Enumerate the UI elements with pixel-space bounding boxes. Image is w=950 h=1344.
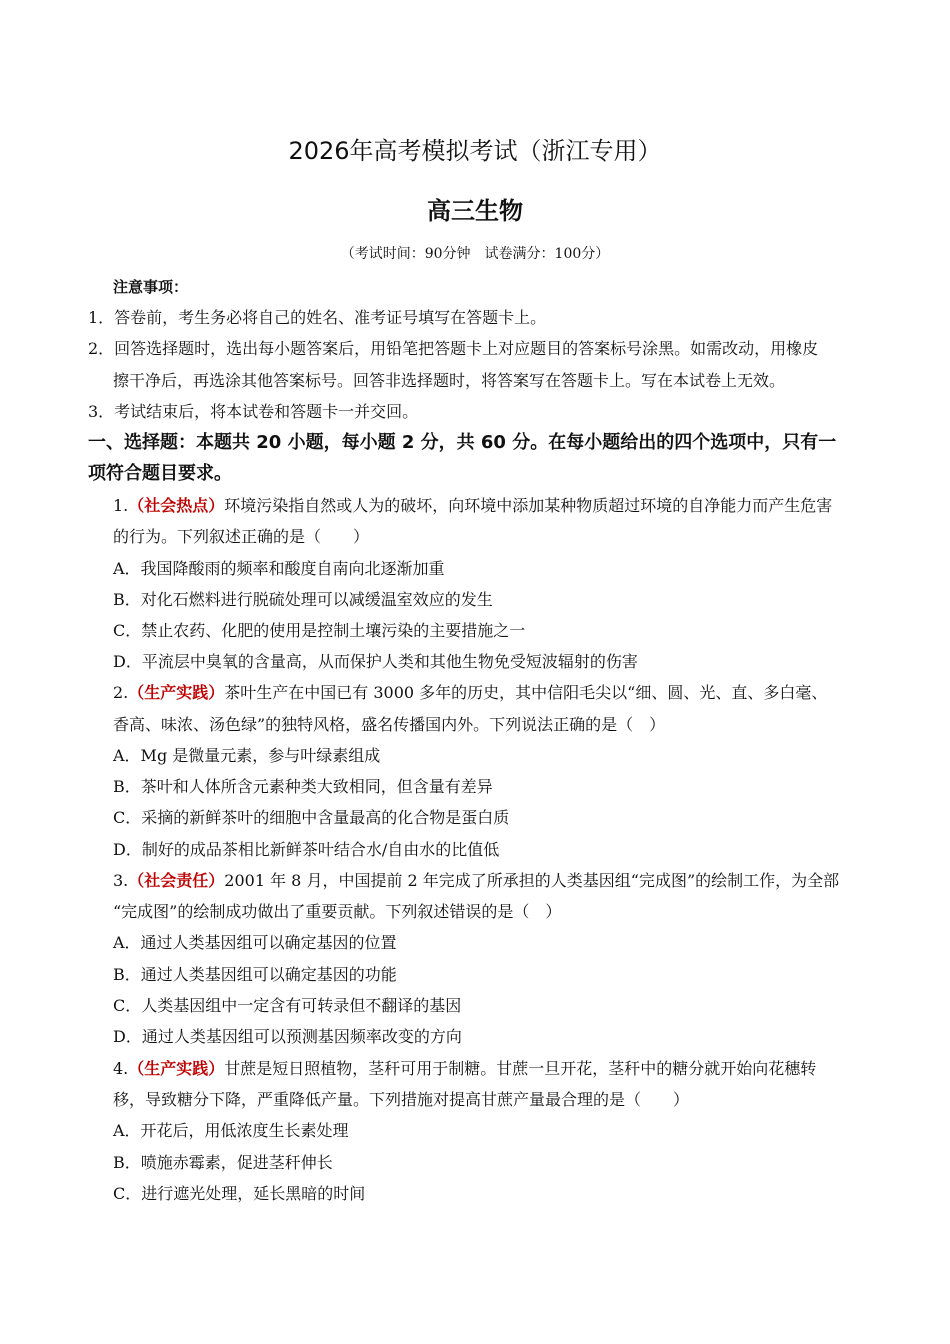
question-4-option-a: A．开花后，用低浓度生长素处理	[113, 1121, 349, 1140]
question-1-stem-cont: 的行为。下列叙述正确的是（ ）	[113, 527, 370, 546]
question-2-stem	[113, 682, 827, 704]
question-text: 环境污染指自然或人为的破坏，向环境中添加某种物质超过环境的自净能力而产生危害	[224, 496, 833, 515]
section-heading-cont: 项符合题目要求。	[88, 463, 232, 484]
exam-time-info: （考试时间：90分钟 试卷满分：100分）	[340, 246, 610, 262]
question-text: 2001 年 8 月，中国提前 2 年完成了所承担的人类基因组“完成图”的绘制工作，为全部	[224, 871, 840, 890]
exam-subject: 高三生物	[427, 197, 523, 225]
question-text: 茶叶生产在中国已有 3000 多年的历史，其中信阳毛尖以“细、圆、光、直、多白毫、	[224, 683, 828, 702]
question-3-option-a: A．通过人类基因组可以确定基因的位置	[113, 933, 397, 952]
question-tag: （生产实践）	[128, 683, 225, 702]
question-1-option-b: B．对化石燃料进行脱硫处理可以减缓温室效应的发生	[113, 590, 493, 609]
exam-title: 2026年高考模拟考试（浙江专用）	[288, 137, 662, 165]
question-1-stem	[113, 495, 832, 517]
note-item-2-cont: 擦干净后，再选涂其他答案标号。回答非选择题时，将答案写在答题卡上。写在本试卷上无效。	[113, 371, 786, 390]
question-4-stem-cont: 移，导致糖分下降，严重降低产量。下列措施对提高甘蔗产量最合理的是（ ）	[113, 1090, 690, 1109]
question-1-option-d: D．平流层中臭氧的含量高，从而保护人类和其他生物免受短波辐射的伤害	[113, 652, 638, 671]
question-tag: （社会热点）	[128, 496, 225, 515]
question-1-option-a: A．我国降酸雨的频率和酸度自南向北逐渐加重	[113, 559, 445, 578]
question-3-option-d: D．通过人类基因组可以预测基因频率改变的方向	[113, 1027, 462, 1046]
question-number: 2.	[113, 683, 129, 702]
question-3-stem-cont: “完成图”的绘制成功做出了重要贡献。下列叙述错误的是（ ）	[113, 902, 562, 921]
question-tag: （生产实践）	[128, 1059, 225, 1078]
question-text: 甘蔗是短日照植物，茎秆可用于制糖。甘蔗一旦开花，茎秆中的糖分就开始向花穗转	[224, 1059, 817, 1078]
note-item-2: 2．回答选择题时，选出每小题答案后，用铅笔把答题卡上对应题目的答案标号涂黑。如需改动，用橡皮	[88, 339, 819, 358]
question-2-option-d: D．制好的成品茶相比新鲜茶叶结合水/自由水的比值低	[113, 840, 500, 859]
question-2-option-c: C．采摘的新鲜茶叶的细胞中含量最高的化合物是蛋白质	[113, 808, 510, 827]
question-2-option-b: B．茶叶和人体所含元素种类大致相同，但含量有差异	[113, 777, 493, 796]
question-number: 1.	[113, 496, 129, 515]
question-number: 3.	[113, 871, 129, 890]
question-3-option-c: C．人类基因组中一定含有可转录但不翻译的基因	[113, 996, 462, 1015]
question-number: 4.	[113, 1059, 129, 1078]
notes-heading: 注意事项：	[113, 278, 189, 296]
question-4-stem	[113, 1058, 816, 1080]
question-3-stem	[113, 870, 839, 892]
note-item-1: 1．答卷前，考生务必将自己的姓名、准考证号填写在答题卡上。	[88, 308, 547, 327]
question-4-option-c: C．进行遮光处理，延长黑暗的时间	[113, 1184, 366, 1203]
question-1-option-c: C．禁止农药、化肥的使用是控制土壤污染的主要措施之一	[113, 621, 526, 640]
question-2-option-a: A．Mg 是微量元素，参与叶绿素组成	[113, 746, 381, 765]
note-item-3: 3．考试结束后，将本试卷和答题卡一并交回。	[88, 402, 419, 421]
question-tag: （社会责任）	[128, 871, 225, 890]
section-heading: 一、选择题：本题共 20 小题，每小题 2 分，共 60 分。在每小题给出的四个选项中，只有一	[88, 432, 837, 453]
question-4-option-b: B．喷施赤霉素，促进茎秆伸长	[113, 1153, 333, 1172]
question-2-stem-cont: 香高、味浓、汤色绿”的独特风格，盛名传播国内外。下列说法正确的是（ ）	[113, 715, 666, 734]
question-3-option-b: B．通过人类基因组可以确定基因的功能	[113, 965, 397, 984]
